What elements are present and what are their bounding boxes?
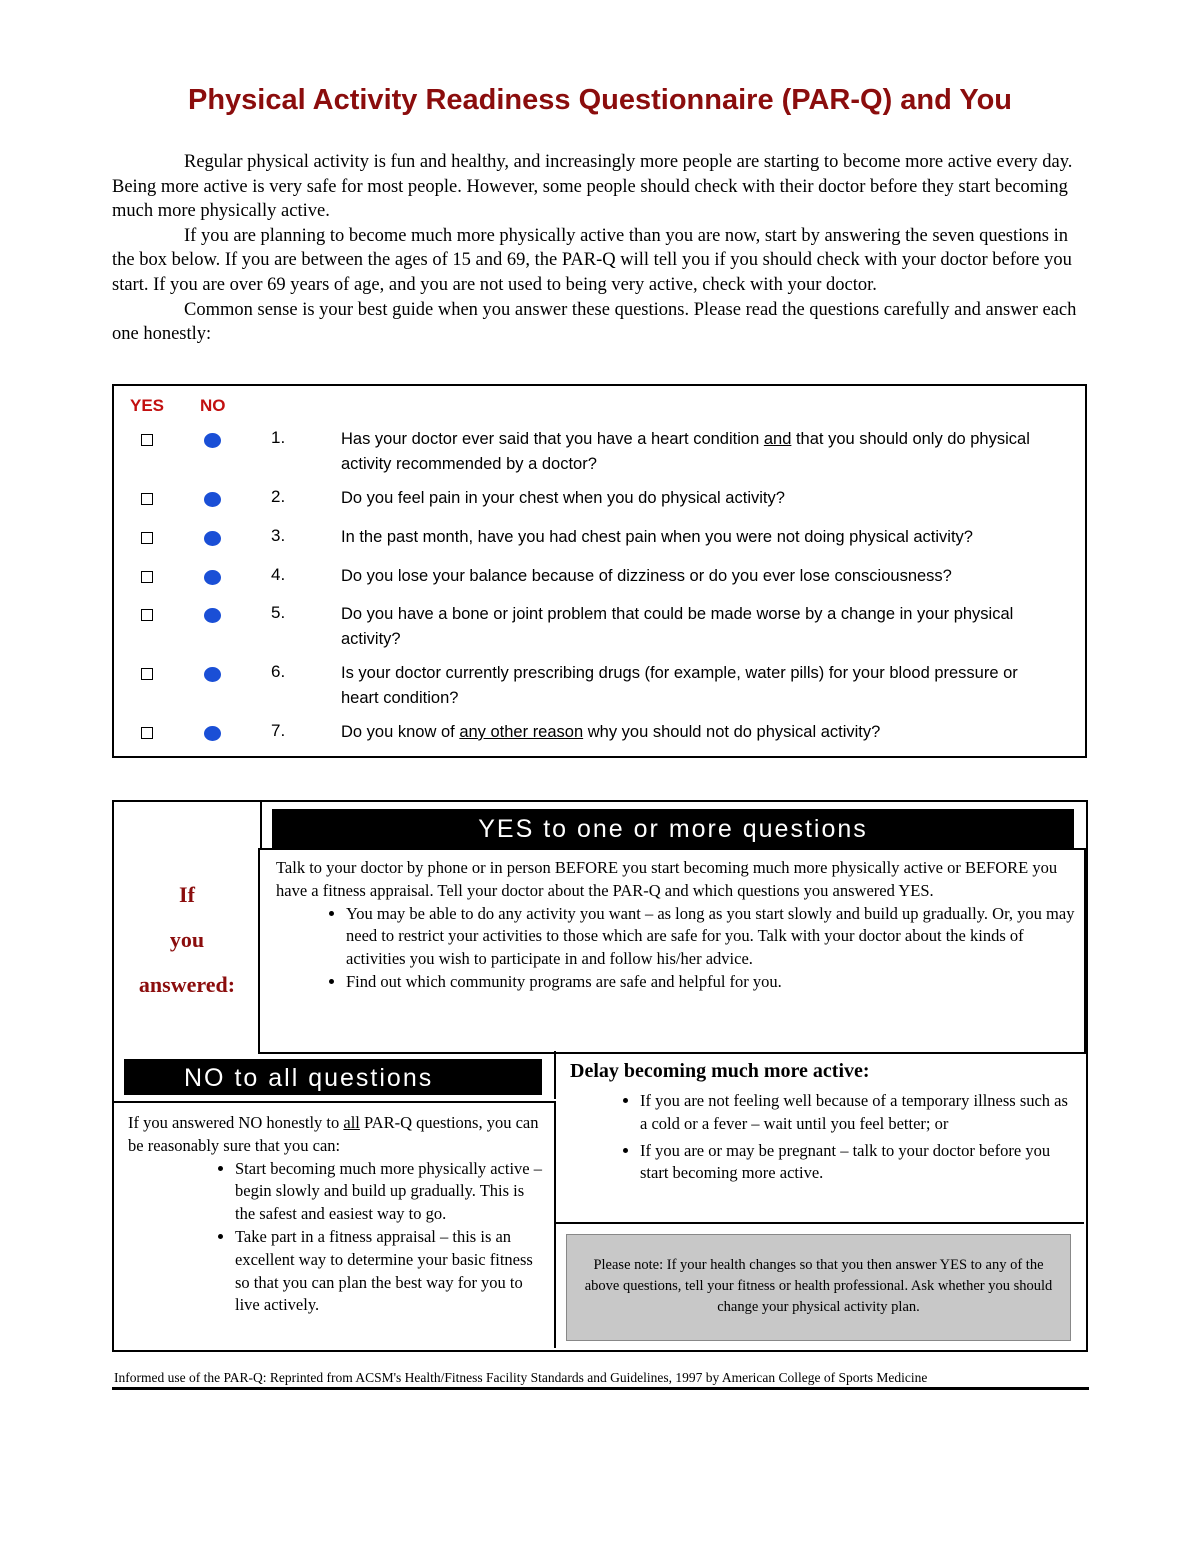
question-number: 3. [271,526,286,545]
no-selected-marker[interactable] [204,433,221,448]
footer-rule [112,1387,1089,1390]
yes-checkbox[interactable] [141,609,153,621]
no-banner-cell [114,1051,556,1099]
question-number: 5. [271,603,286,622]
delay-bullet-list [570,1090,1070,1185]
please-note-box: Please note: If your health changes so that you then answer YES to any of the above questions, tell your fitness or health professional. Ask whether you should change your physical activity plan. [566,1234,1071,1341]
delay-title: Delay becoming much more active: [570,1060,870,1082]
delay-bullet: • If you are or may be pregnant – talk to your doctor before you start becoming more active. [640,1140,1070,1186]
question-number: 7. [271,721,286,740]
no-selected-marker[interactable] [204,608,221,623]
delay-bullet: • If you are not feeling well because of a temporary illness such as a cold or a fever – wait until you feel better; or [640,1090,1070,1136]
yes-banner: YES to one or more questions [272,809,1074,848]
no-intro: If you answered NO honestly to all PAR-Q questions, you can be reasonably sure that you can: [128,1113,539,1155]
questionnaire-box [112,384,1087,758]
no-bullet-list [128,1158,548,1318]
question-text: Do you have a bone or joint problem that could be made worse by a change in your physical activity? [341,605,1014,648]
no-selected-marker[interactable] [204,531,221,546]
question-text: Do you lose your balance because of dizziness or do you ever lose consciousness? [341,567,952,585]
no-section-box [114,1101,556,1348]
yes-checkbox[interactable] [141,532,153,544]
question-emphasis: and [763,430,792,448]
yes-bullet-list [276,903,1076,994]
label-line: If [179,882,195,907]
question-text: Do you feel pain in your chest when you do physical activity? [341,489,785,507]
question-text: Has your doctor ever said that you have a heart condition and that you should only do physical activity recommended by a doctor? [341,430,1030,473]
question-text: Is your doctor currently prescribing drugs (for example, water pills) for your blood pressure or heart condition? [341,664,1018,707]
no-selected-marker[interactable] [204,667,221,682]
no-banner: NO to all questions [124,1059,542,1095]
no-column-header: NO [200,396,226,415]
question-text: Do you know of any other reason why you should not do physical activity? [341,723,881,741]
yes-bullet: • Find out which community programs are safe and helpful for you. [346,971,1076,994]
yes-checkbox[interactable] [141,493,153,505]
question-number: 4. [271,565,286,584]
no-selected-marker[interactable] [204,492,221,507]
question-number: 2. [271,487,286,506]
if-you-answered-label [114,872,260,1007]
no-selected-marker[interactable] [204,570,221,585]
intro-text [112,150,1092,347]
question-emphasis: any other reason [459,723,584,741]
no-bullet: • Start becoming much more physically active – begin slowly and build up gradually. This is the safest and easiest way to go. [235,1158,548,1226]
delay-text [570,1090,1070,1185]
intro-paragraph-2: If you are planning to become much more physically active than you are now, start by answering the seven questions in the box below. If you are between the ages of 15 and 69, the PAR-Q will tell you if you should check with your doctor before you start. If you are over 69 years of age, and you are not used to being very active, check with your doctor. [112,225,1072,295]
yes-bullet: • You may be able to do any activity you want – as long as you start slowly and build up gradually. Or, you may need to restrict your activities to those which are safe for you. Talk with your doctor about the kinds of activities you wish to participate in and follow his/her advice. [346,903,1076,971]
no-bullet: • Take part in a fitness appraisal – this is an excellent way to determine your basic fitness so that you can plan the best way for you to live actively. [235,1226,548,1317]
no-section-text [128,1112,548,1317]
intro-paragraph-1: Regular physical activity is fun and healthy, and increasingly more people are starting to become more active every day. Being more active is very safe for most people. However, some people should check with their doctor before they start becoming much more physically active. [112,152,1073,222]
yes-checkbox[interactable] [141,434,153,446]
no-intro-emphasis: all [343,1113,360,1132]
question-number: 6. [271,662,286,681]
label-line: answered: [138,972,236,997]
if-you-answered-cell [114,802,262,1046]
intro-paragraph-3: Common sense is your best guide when you answer these questions. Please read the questions carefully and answer each one honestly: [112,299,1077,345]
footer-citation: Informed use of the PAR-Q: Reprinted from ACSM's Health/Fitness Facility Standards and Guidelines, 1997 by American College of Sports Medicine [114,1370,928,1385]
yes-intro: Talk to your doctor by phone or in person BEFORE you start becoming much more physically active or BEFORE you have a fitness appraisal. Tell your doctor about the PAR-Q and which questions you answered YES. [276,858,1058,900]
yes-section-box [258,848,1086,1054]
yes-section-text [276,857,1076,994]
question-text: In the past month, have you had chest pain when you were not doing physical activity? [341,528,973,546]
yes-checkbox[interactable] [141,668,153,680]
yes-column-header: YES [130,396,165,415]
no-selected-marker[interactable] [204,726,221,741]
yes-checkbox[interactable] [141,727,153,739]
question-number: 1. [271,428,286,447]
delay-section-box [556,1051,1084,1224]
page-title: Physical Activity Readiness Questionnaire (PAR-Q) and You [187,84,1013,116]
yes-checkbox[interactable] [141,571,153,583]
label-line: you [169,927,205,952]
